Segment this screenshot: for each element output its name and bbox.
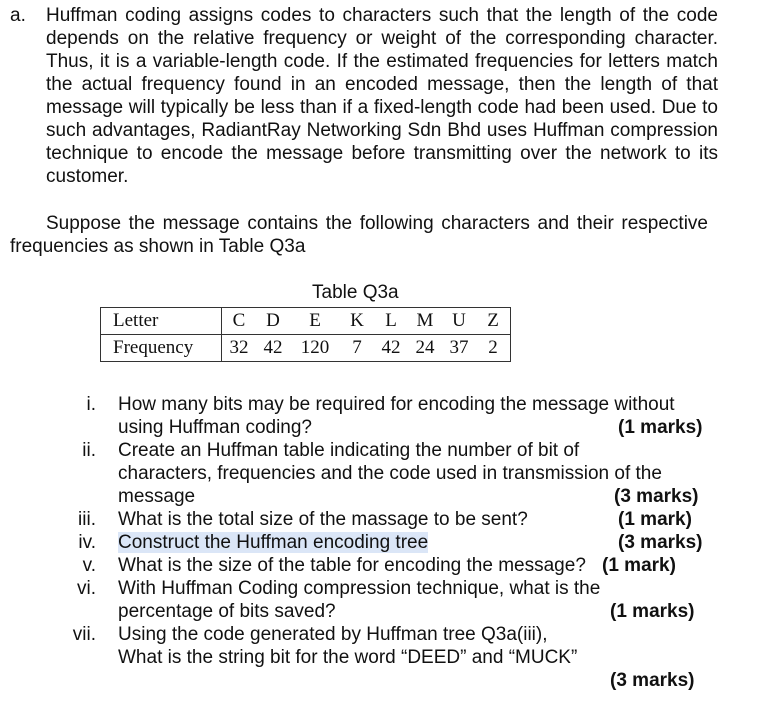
frequency-table [100,307,511,362]
letter-cell: E [290,308,340,335]
letter-cell: L [374,308,408,335]
question-number: iii. [78,509,96,530]
intro-paragraph: Huffman coding assigns codes to characters such that the length of the code depends on the relative frequency or weight of the corresponding character. Thus, it is a variable-length code. If the estimated frequencies for letters match the actual frequency found in an encoded message, then the length of that message will typically be less than if a fixed-length code had been used. Due to such advantages, RadiantRay Networking Sdn Bhd uses Huffman compression technique to encode the message before transmitting over the network to its customer. [46,5,718,187]
marks-label: (3 marks) [618,532,703,553]
question-text: With Huffman Coding compression technique, what is the [118,578,601,599]
table-caption: Table Q3a [312,282,399,303]
letter-row [101,308,511,335]
question-text: using Huffman coding? [118,417,312,438]
letter-cell: Z [476,308,511,335]
marks-label: (1 marks) [610,601,695,622]
question-text: percentage of bits saved? [118,601,336,622]
question-text: characters, frequencies and the code used in transmission of the [118,463,662,484]
question-number: i. [86,394,96,415]
question-text: What is the string bit for the word “DEED” and “MUCK” [118,647,578,668]
question-text: message [118,486,196,507]
question-number: vii. [72,624,96,645]
highlighted-text[interactable]: Construct the Huffman encoding tree [118,532,429,553]
letter-cell: D [256,308,290,335]
marks-label: (1 mark) [602,555,676,576]
question-text: What is the size of the table for encoding the message? [118,555,586,576]
frequency-cell: 32 [222,335,257,362]
frequency-cell: 42 [256,335,290,362]
question-number: ii. [82,440,96,461]
letter-cell: K [340,308,374,335]
frequency-cell: 37 [442,335,476,362]
frequency-cell: 7 [340,335,374,362]
marks-label: (1 marks) [618,417,703,438]
frequency-cell: 120 [290,335,340,362]
letter-cell: C [222,308,257,335]
frequency-header: Frequency [101,335,222,362]
question-text: How many bits may be required for encoding the message without [118,394,675,415]
marks-label: (3 marks) [610,670,695,691]
letter-cell: U [442,308,476,335]
letter-header: Letter [101,308,222,335]
question-text: What is the total size of the massage to be sent? [118,509,528,530]
letter-cell: M [408,308,442,335]
question-number: vi. [77,578,96,599]
question-number: iv. [78,532,96,553]
question-text: Using the code generated by Huffman tree Q3a(iii), [118,624,548,645]
table-intro-text: Suppose the message contains the following characters and their respective frequencies as shown in Table Q3a [10,213,708,257]
marks-label: (3 marks) [614,486,699,507]
frequency-row [101,335,511,362]
frequency-cell: 42 [374,335,408,362]
frequency-cell: 2 [476,335,511,362]
frequency-cell: 24 [408,335,442,362]
question-number: v. [82,555,96,576]
part-label: a. [10,5,26,26]
marks-label: (1 mark) [618,509,692,530]
question-text: Create an Huffman table indicating the number of bit of [118,440,580,461]
